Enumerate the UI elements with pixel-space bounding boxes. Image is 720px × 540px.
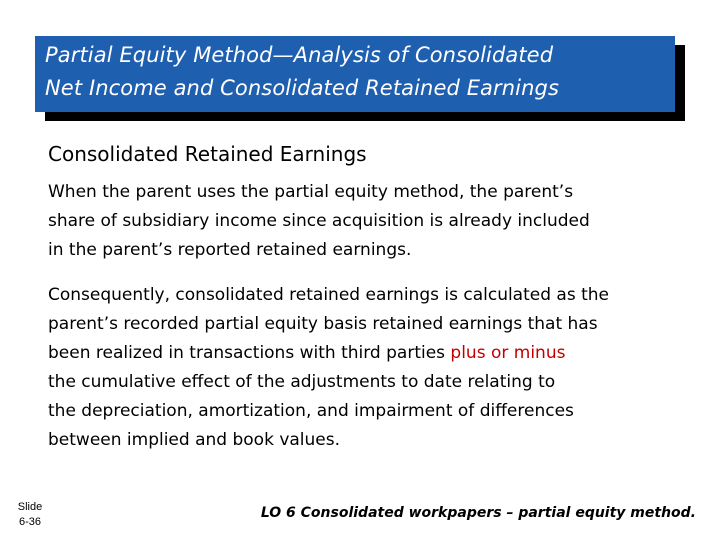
title-line-1: Partial Equity Method—Analysis of Consolidated [45,43,554,67]
paragraph-2-line [48,339,698,368]
slide-label: Slide [17,501,43,513]
paragraph-1-line: in the parent’s reported retained earnings. [48,240,412,260]
paragraph-2-line: the cumulative effect of the adjustments to date relating to [48,372,556,392]
highlight-plus-or-minus: plus or minus [450,343,566,363]
paragraph-2-line-text: been realized in transactions with third parties [48,343,451,363]
paragraph-1 [48,178,698,265]
paragraph-2 [48,281,698,455]
slide-number [10,500,50,530]
title-line-2: Net Income and Consolidated Retained Earnings [45,76,559,100]
learning-objective: LO 6 Consolidated workpapers – partial equity method. [260,505,696,521]
title-banner [35,36,675,112]
paragraph-2-line: parent’s recorded partial equity basis retained earnings that has [48,314,598,334]
paragraph-2-line: the depreciation, amortization, and impairment of differences [48,401,574,421]
paragraph-2-line: between implied and book values. [48,430,341,450]
section-subtitle: Consolidated Retained Earnings [48,142,367,166]
paragraph-1-line: When the parent uses the partial equity method, the parent’s [48,182,574,202]
paragraph-1-line: share of subsidiary income since acquisition is already included [48,211,590,231]
paragraph-2-line: Consequently, consolidated retained earnings is calculated as the [48,285,609,305]
slide-number-value: 6-36 [18,516,42,528]
